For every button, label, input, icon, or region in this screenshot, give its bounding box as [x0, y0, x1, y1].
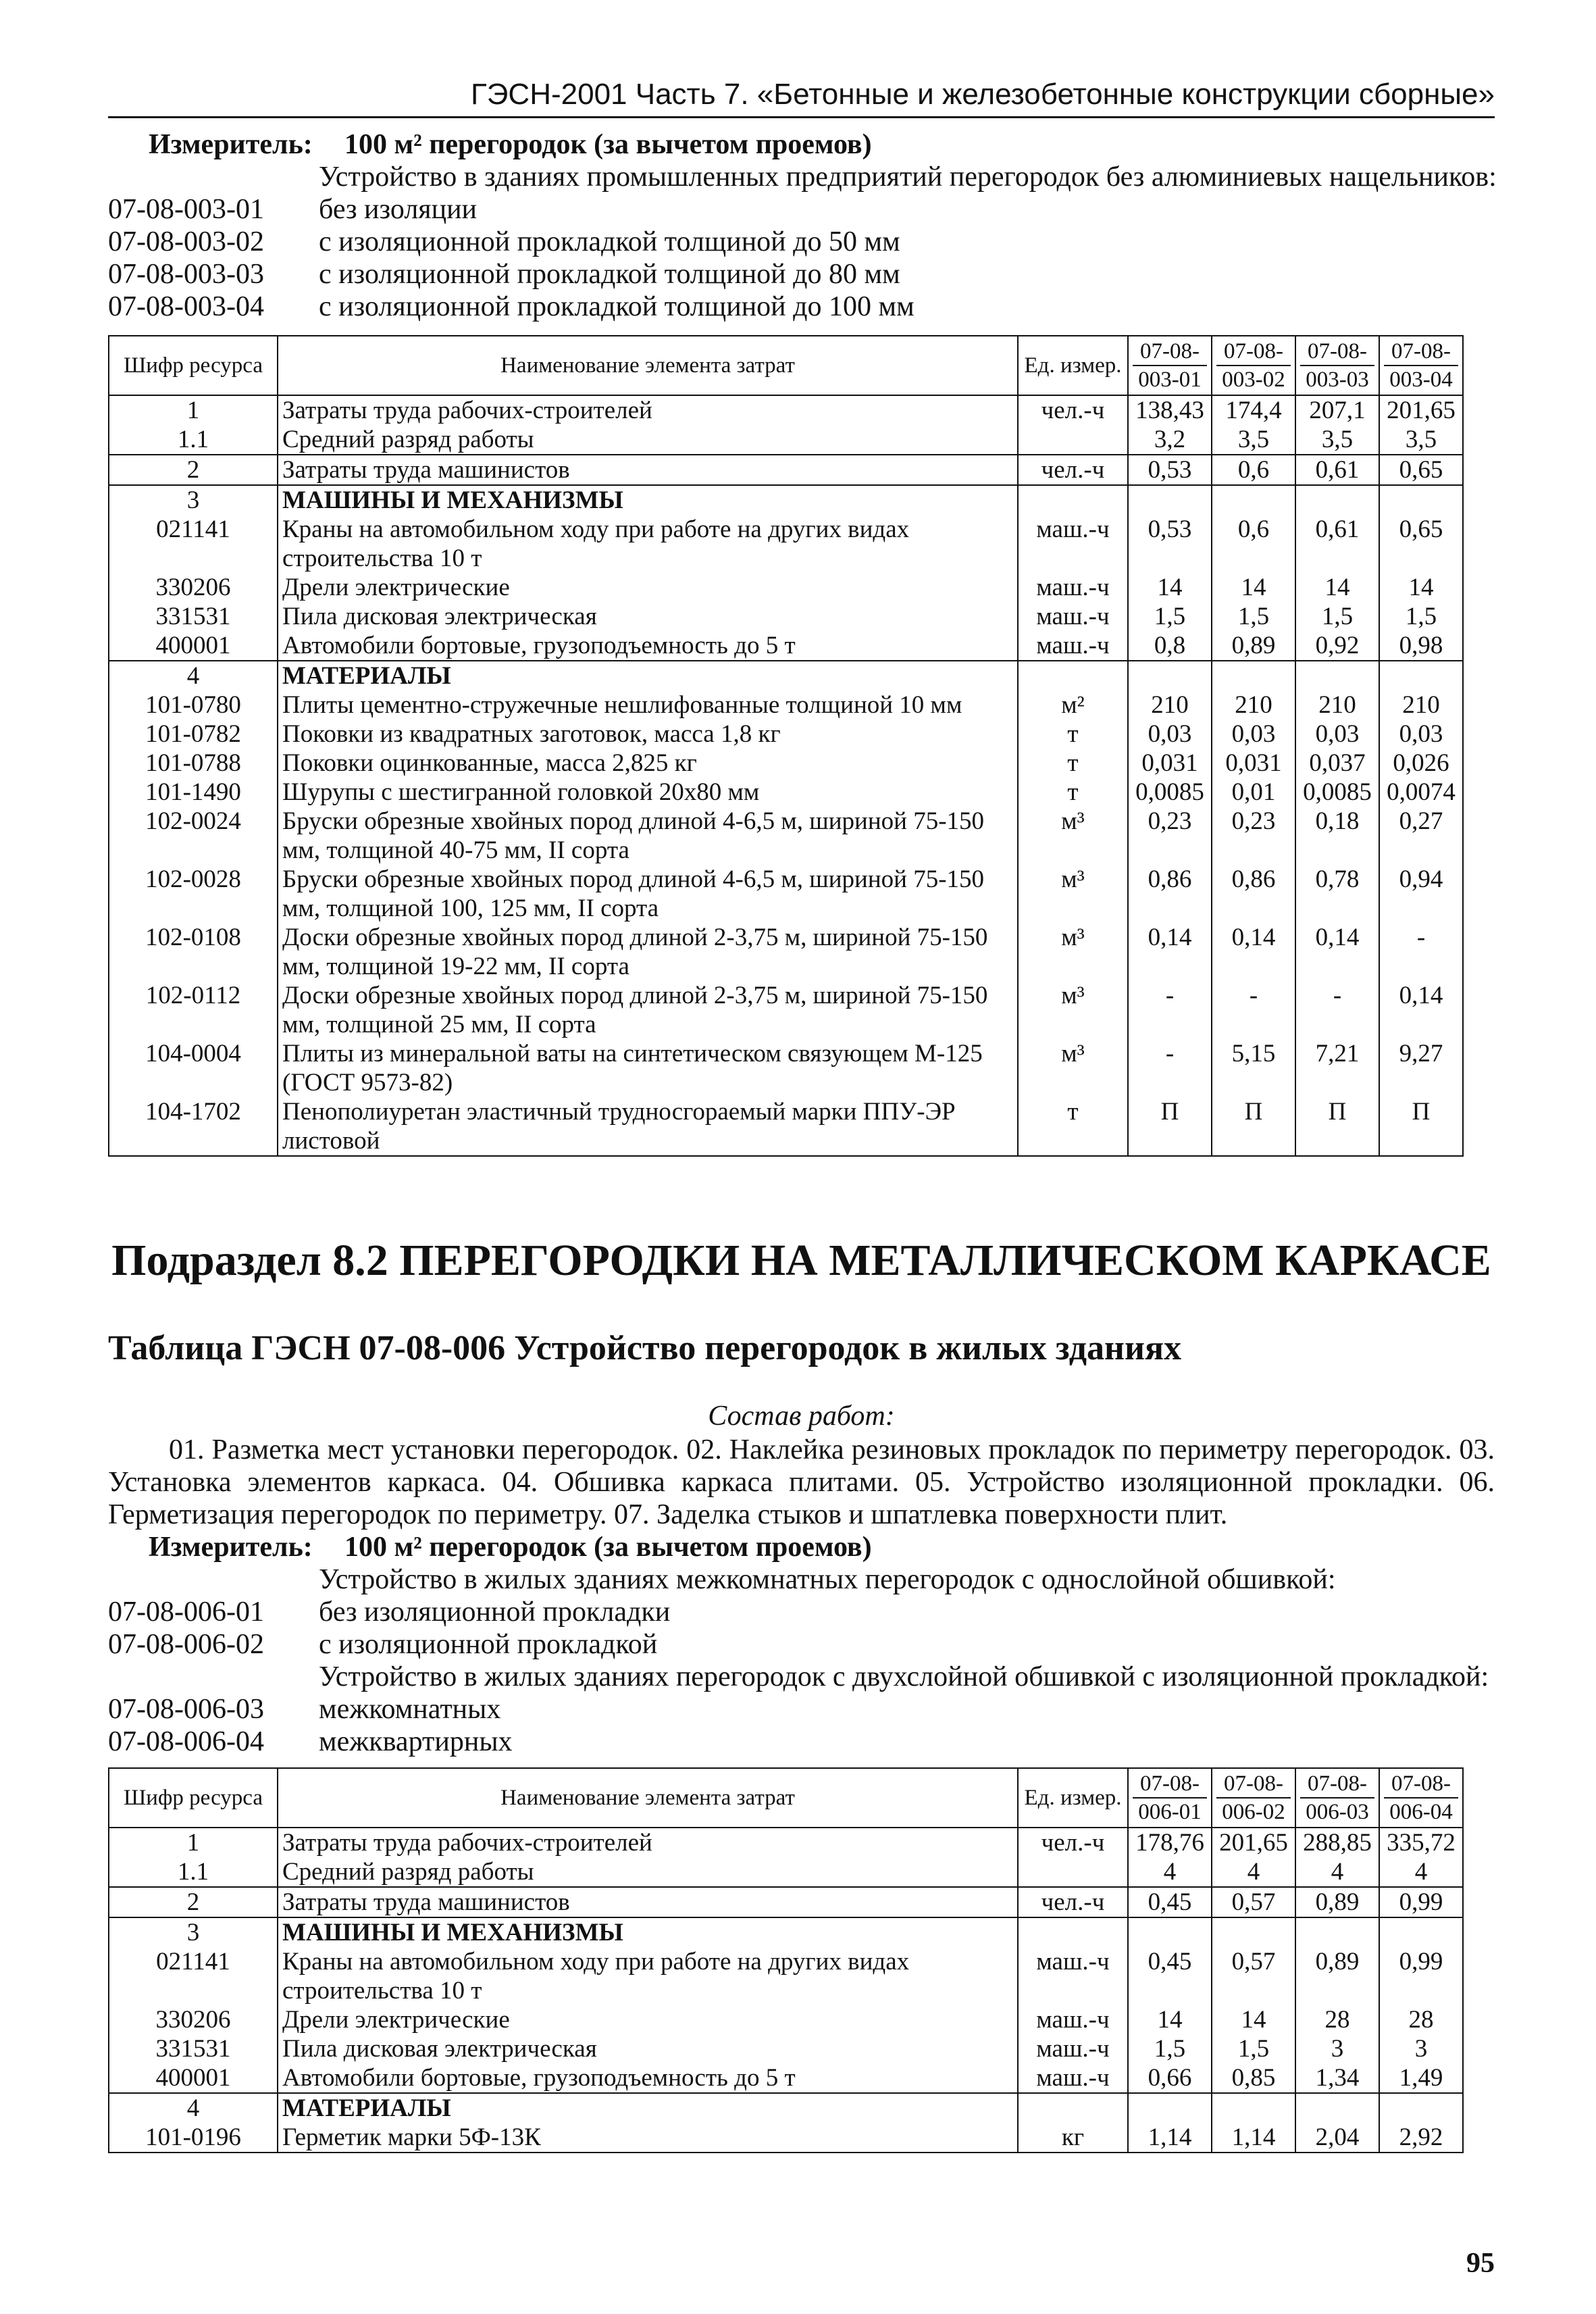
value-cell: 201,65: [1379, 395, 1463, 425]
value-cell: 0,65: [1379, 455, 1463, 485]
value-cell: 0,27: [1379, 807, 1463, 865]
cost-element-cell: Поковки из квадратных заготовок, масса 1,8 кг: [278, 720, 1018, 749]
unit-cell: [1018, 661, 1128, 690]
resource-code-cell: 4: [109, 2093, 278, 2123]
value-cell: 0,23: [1212, 807, 1295, 865]
variant-line: [108, 193, 1495, 226]
cost-element-cell: Автомобили бортовые, грузоподъемность до 5 т: [278, 631, 1018, 661]
value-cell: -: [1128, 981, 1212, 1039]
value-cell: 14: [1212, 2005, 1295, 2034]
header-norm-col: 07-08- 003-01: [1128, 336, 1212, 395]
value-cell: 1,14: [1128, 2123, 1212, 2153]
value-cell: 0,98: [1379, 631, 1463, 661]
header-cost-element: Наименование элемента затрат: [278, 336, 1018, 395]
unit-cell: маш.-ч: [1018, 515, 1128, 573]
value-cell: 0,86: [1212, 865, 1295, 923]
cost-element-cell: Автомобили бортовые, грузоподъемность до 5 т: [278, 2063, 1018, 2093]
table-row: [109, 923, 1463, 981]
value-cell: 3: [1379, 2034, 1463, 2063]
value-cell: 4: [1295, 1857, 1379, 1887]
value-cell: -: [1295, 981, 1379, 1039]
meter-text: 100 м² перегородок (за вычетом проемов): [344, 1532, 872, 1563]
value-cell: 210: [1212, 690, 1295, 720]
table-row: [109, 2034, 1463, 2063]
cost-element-cell: Бруски обрезные хвойных пород длиной 4-6,5 м, шириной 75-150 мм, толщиной 100, 125 мм, II сорта: [278, 865, 1018, 923]
value-cell: 1,14: [1212, 2123, 1295, 2153]
value-cell: 207,1: [1295, 395, 1379, 425]
value-cell: 0,026: [1379, 749, 1463, 778]
meter-line: [108, 128, 1495, 161]
unit-cell: т: [1018, 778, 1128, 807]
table-row: [109, 661, 1463, 690]
value-cell: [1295, 485, 1379, 515]
cost-element-cell: Плиты из минеральной ваты на синтетическом связующем М-125 (ГОСТ 9573-82): [278, 1039, 1018, 1097]
value-cell: 0,03: [1295, 720, 1379, 749]
table-row: [109, 1887, 1463, 1917]
value-cell: [1212, 2093, 1295, 2123]
value-cell: 0,99: [1379, 1947, 1463, 2005]
unit-cell: маш.-ч: [1018, 631, 1128, 661]
unit-cell: т: [1018, 749, 1128, 778]
header-norm-col: 07-08- 006-02: [1212, 1768, 1295, 1828]
value-cell: [1295, 1917, 1379, 1947]
value-cell: 0,23: [1128, 807, 1212, 865]
table-header-row: [109, 1768, 1463, 1828]
table-row: [109, 2093, 1463, 2123]
cost-element-cell: Доски обрезные хвойных пород длиной 2-3,75 м, шириной 75-150 мм, толщиной 25 мм, II сорта: [278, 981, 1018, 1039]
value-cell: 0,57: [1212, 1887, 1295, 1917]
subsection-title: Подраздел 8.2 ПЕРЕГОРОДКИ НА МЕТАЛЛИЧЕСКОМ КАРКАСЕ: [111, 1236, 1491, 1285]
table-row: [109, 807, 1463, 865]
value-cell: 0,031: [1128, 749, 1212, 778]
unit-cell: м³: [1018, 865, 1128, 923]
value-cell: 201,65: [1212, 1828, 1295, 1857]
variant-text: межквартирных: [319, 1726, 513, 1757]
value-cell: 0,65: [1379, 515, 1463, 573]
value-cell: 0,0085: [1128, 778, 1212, 807]
table-row: [109, 778, 1463, 807]
resource-code-cell: 101-1490: [109, 778, 278, 807]
table-row: [109, 720, 1463, 749]
value-cell: [1295, 2093, 1379, 2123]
header-unit: Ед. измер.: [1018, 336, 1128, 395]
value-cell: 14: [1295, 573, 1379, 602]
variant-code: 07-08-006-02: [108, 1629, 264, 1660]
unit-cell: маш.-ч: [1018, 2063, 1128, 2093]
header-resource-code: Шифр ресурса: [109, 336, 278, 395]
resource-code-cell: 1.1: [109, 425, 278, 455]
unit-cell: м³: [1018, 1039, 1128, 1097]
value-cell: 0,0074: [1379, 778, 1463, 807]
cost-element-cell: Средний разряд работы: [278, 425, 1018, 455]
table-row: [109, 749, 1463, 778]
value-cell: 0,66: [1128, 2063, 1212, 2093]
value-cell: [1379, 2093, 1463, 2123]
cost-element-cell: Затраты труда рабочих-строителей: [278, 395, 1018, 425]
cost-element-cell: МАТЕРИАЛЫ: [278, 2093, 1018, 2123]
cost-element-cell: МАШИНЫ И МЕХАНИЗМЫ: [278, 485, 1018, 515]
section-a-intro: [108, 128, 1495, 323]
table-row: [109, 981, 1463, 1039]
variant-code: 07-08-003-01: [108, 194, 264, 225]
meter-line: [108, 1531, 1495, 1563]
table-row: [109, 2005, 1463, 2034]
running-header: ГЭСН-2001 Часть 7. «Бетонные и железобетонные конструкции сборные»: [108, 76, 1495, 118]
value-cell: 5,15: [1212, 1039, 1295, 1097]
unit-cell: [1018, 2093, 1128, 2123]
value-cell: 335,72: [1379, 1828, 1463, 1857]
value-cell: 3,5: [1212, 425, 1295, 455]
resource-code-cell: 102-0108: [109, 923, 278, 981]
value-cell: -: [1212, 981, 1295, 1039]
variant-text: с изоляционной прокладкой толщиной до 80 мм: [319, 259, 900, 290]
resource-code-cell: 1: [109, 395, 278, 425]
resource-table-006: [108, 1767, 1464, 2153]
resource-code-cell: 4: [109, 661, 278, 690]
table-row: [109, 1857, 1463, 1887]
table-row: [109, 1828, 1463, 1857]
unit-cell: маш.-ч: [1018, 2005, 1128, 2034]
value-cell: 0,99: [1379, 1887, 1463, 1917]
value-cell: 138,43: [1128, 395, 1212, 425]
variant-group-heading: Устройство в зданиях промышленных предприятий перегородок без алюминиевых нащельников:: [319, 161, 1497, 193]
variant-text: без изоляционной прокладки: [319, 1596, 671, 1628]
value-cell: 0,037: [1295, 749, 1379, 778]
variant-text: без изоляции: [319, 194, 478, 225]
page-number: 95: [1466, 2248, 1495, 2279]
value-cell: 1,49: [1379, 2063, 1463, 2093]
variant-line: [108, 1628, 1495, 1661]
resource-code-cell: 331531: [109, 2034, 278, 2063]
table-row: [109, 1947, 1463, 2005]
cost-element-cell: Затраты труда машинистов: [278, 1887, 1018, 1917]
value-cell: 0,85: [1212, 2063, 1295, 2093]
value-cell: [1128, 1917, 1212, 1947]
table-row: [109, 2063, 1463, 2093]
value-cell: 2,92: [1379, 2123, 1463, 2153]
value-cell: 4: [1128, 1857, 1212, 1887]
resource-code-cell: 330206: [109, 573, 278, 602]
value-cell: 9,27: [1379, 1039, 1463, 1097]
value-cell: 4: [1212, 1857, 1295, 1887]
value-cell: 0,031: [1212, 749, 1295, 778]
unit-cell: [1018, 425, 1128, 455]
cost-element-cell: Бруски обрезные хвойных пород длиной 4-6,5 м, шириной 75-150 мм, толщиной 40-75 мм, II сорта: [278, 807, 1018, 865]
value-cell: 1,5: [1128, 2034, 1212, 2063]
resource-code-cell: 2: [109, 1887, 278, 1917]
value-cell: 0,03: [1212, 720, 1295, 749]
value-cell: [1295, 661, 1379, 690]
value-cell: 0,45: [1128, 1887, 1212, 1917]
value-cell: [1128, 485, 1212, 515]
variant-text: межкомнатных: [319, 1694, 501, 1725]
cost-element-cell: Плиты цементно-стружечные нешлифованные толщиной 10 мм: [278, 690, 1018, 720]
cost-element-cell: Пила дисковая электрическая: [278, 602, 1018, 631]
value-cell: 0,57: [1212, 1947, 1295, 2005]
value-cell: 0,14: [1379, 981, 1463, 1039]
resource-code-cell: 101-0196: [109, 2123, 278, 2153]
cost-element-cell: Поковки оцинкованные, масса 2,825 кг: [278, 749, 1018, 778]
header-norm-col: 07-08- 003-03: [1295, 336, 1379, 395]
value-cell: 288,85: [1295, 1828, 1379, 1857]
value-cell: 4: [1379, 1857, 1463, 1887]
value-cell: 0,53: [1128, 515, 1212, 573]
unit-cell: чел.-ч: [1018, 455, 1128, 485]
value-cell: -: [1128, 1039, 1212, 1097]
value-cell: 2,04: [1295, 2123, 1379, 2153]
table-title: Таблица ГЭСН 07-08-006 Устройство перегородок в жилых зданиях: [108, 1329, 1182, 1367]
value-cell: 210: [1128, 690, 1212, 720]
value-cell: [1128, 661, 1212, 690]
cost-element-cell: Дрели электрические: [278, 573, 1018, 602]
value-cell: [1212, 661, 1295, 690]
value-cell: 0,01: [1212, 778, 1295, 807]
unit-cell: кг: [1018, 2123, 1128, 2153]
resource-code-cell: 330206: [109, 2005, 278, 2034]
table-header-row: [109, 336, 1463, 395]
unit-cell: чел.-ч: [1018, 1828, 1128, 1857]
table-row: [109, 2123, 1463, 2153]
section-b-intro: [108, 1531, 1495, 1758]
value-cell: 0,03: [1379, 720, 1463, 749]
value-cell: 174,4: [1212, 395, 1295, 425]
variant-line: [108, 226, 1495, 258]
variant-line: [108, 1726, 1495, 1758]
value-cell: 0,89: [1295, 1887, 1379, 1917]
variant-text: с изоляционной прокладкой: [319, 1629, 658, 1660]
value-cell: [1379, 1917, 1463, 1947]
value-cell: 14: [1128, 2005, 1212, 2034]
resource-code-cell: 101-0782: [109, 720, 278, 749]
value-cell: 0,53: [1128, 455, 1212, 485]
table-row: [109, 1039, 1463, 1097]
header-resource-code: Шифр ресурса: [109, 1768, 278, 1828]
value-cell: 1,5: [1212, 2034, 1295, 2063]
value-cell: 28: [1295, 2005, 1379, 2034]
table-row: [109, 1097, 1463, 1156]
meter-label: Измеритель:: [149, 129, 313, 160]
value-cell: 210: [1379, 690, 1463, 720]
resource-table-003: [108, 335, 1464, 1157]
table-row: [109, 865, 1463, 923]
resource-code-cell: 1.1: [109, 1857, 278, 1887]
variant-code: 07-08-003-02: [108, 226, 264, 257]
header-unit: Ед. измер.: [1018, 1768, 1128, 1828]
unit-cell: маш.-ч: [1018, 573, 1128, 602]
value-cell: [1212, 1917, 1295, 1947]
value-cell: [1379, 661, 1463, 690]
resource-code-cell: 1: [109, 1828, 278, 1857]
variant-code: 07-08-003-03: [108, 259, 264, 290]
value-cell: 14: [1128, 573, 1212, 602]
table-row: [109, 395, 1463, 425]
value-cell: 0,86: [1128, 865, 1212, 923]
resource-code-cell: 101-0788: [109, 749, 278, 778]
table-row: [109, 573, 1463, 602]
table-row: [109, 631, 1463, 661]
unit-cell: [1018, 485, 1128, 515]
value-cell: 7,21: [1295, 1039, 1379, 1097]
resource-code-cell: 104-1702: [109, 1097, 278, 1156]
value-cell: 0,0085: [1295, 778, 1379, 807]
value-cell: 0,92: [1295, 631, 1379, 661]
unit-cell: маш.-ч: [1018, 602, 1128, 631]
value-cell: 1,34: [1295, 2063, 1379, 2093]
unit-cell: [1018, 1917, 1128, 1947]
header-norm-col: 07-08- 006-01: [1128, 1768, 1212, 1828]
unit-cell: т: [1018, 720, 1128, 749]
header-norm-col: 07-08- 006-03: [1295, 1768, 1379, 1828]
value-cell: 0,61: [1295, 515, 1379, 573]
value-cell: 1,5: [1212, 602, 1295, 631]
resource-code-cell: 400001: [109, 2063, 278, 2093]
table-row: [109, 690, 1463, 720]
cost-element-cell: Доски обрезные хвойных пород длиной 2-3,75 м, шириной 75-150 мм, толщиной 19-22 мм, II сорта: [278, 923, 1018, 981]
value-cell: 0,14: [1295, 923, 1379, 981]
value-cell: -: [1379, 923, 1463, 981]
cost-element-cell: Пила дисковая электрическая: [278, 2034, 1018, 2063]
value-cell: 0,14: [1212, 923, 1295, 981]
value-cell: П: [1379, 1097, 1463, 1156]
value-cell: 0,89: [1212, 631, 1295, 661]
unit-cell: маш.-ч: [1018, 2034, 1128, 2063]
resource-code-cell: 021141: [109, 1947, 278, 2005]
value-cell: [1212, 485, 1295, 515]
table-row: [109, 1917, 1463, 1947]
unit-cell: чел.-ч: [1018, 1887, 1128, 1917]
table-row: [109, 602, 1463, 631]
header-norm-col: 07-08- 003-04: [1379, 336, 1463, 395]
header-norm-col: 07-08- 003-02: [1212, 336, 1295, 395]
value-cell: 0,14: [1128, 923, 1212, 981]
unit-cell: [1018, 1857, 1128, 1887]
cost-element-cell: Краны на автомобильном ходу при работе на других видах строительства 10 т: [278, 1947, 1018, 2005]
resource-code-cell: 021141: [109, 515, 278, 573]
variant-code: 07-08-003-04: [108, 291, 264, 322]
value-cell: 0,89: [1295, 1947, 1379, 2005]
resource-code-cell: 2: [109, 455, 278, 485]
value-cell: 3,5: [1379, 425, 1463, 455]
value-cell: 3: [1295, 2034, 1379, 2063]
table-row: [109, 425, 1463, 455]
variant-code: 07-08-006-04: [108, 1726, 264, 1757]
value-cell: П: [1295, 1097, 1379, 1156]
value-cell: 0,45: [1128, 1947, 1212, 2005]
unit-cell: м³: [1018, 923, 1128, 981]
value-cell: 0,78: [1295, 865, 1379, 923]
unit-cell: чел.-ч: [1018, 395, 1128, 425]
header-cost-element: Наименование элемента затрат: [278, 1768, 1018, 1828]
variant-group-heading: Устройство в жилых зданиях перегородок с двухслойной обшивкой с изоляционной прокладкой:: [319, 1661, 1489, 1692]
cost-element-cell: Средний разряд работы: [278, 1857, 1018, 1887]
cost-element-cell: Затраты труда рабочих-строителей: [278, 1828, 1018, 1857]
unit-cell: м²: [1018, 690, 1128, 720]
value-cell: 210: [1295, 690, 1379, 720]
table-row: [109, 455, 1463, 485]
resource-code-cell: 400001: [109, 631, 278, 661]
unit-cell: м³: [1018, 981, 1128, 1039]
variant-line: [108, 1693, 1495, 1726]
cost-element-cell: МАТЕРИАЛЫ: [278, 661, 1018, 690]
value-cell: П: [1128, 1097, 1212, 1156]
meter-text: 100 м² перегородок (за вычетом проемов): [344, 129, 872, 160]
variant-text: с изоляционной прокладкой толщиной до 100 мм: [319, 291, 915, 322]
value-cell: 3,5: [1295, 425, 1379, 455]
variant-code: 07-08-006-01: [108, 1596, 264, 1628]
variant-line: [108, 258, 1495, 291]
work-composition-title: Состав работ:: [708, 1401, 895, 1432]
table-row: [109, 485, 1463, 515]
value-cell: [1379, 485, 1463, 515]
meter-label: Измеритель:: [149, 1532, 313, 1563]
value-cell: 3,2: [1128, 425, 1212, 455]
cost-element-cell: Пенополиуретан эластичный трудносгораемый марки ППУ-ЭР листовой: [278, 1097, 1018, 1156]
value-cell: 1,5: [1128, 602, 1212, 631]
variant-text: с изоляционной прокладкой толщиной до 50 мм: [319, 226, 900, 257]
resource-code-cell: 101-0780: [109, 690, 278, 720]
variant-group-heading: Устройство в жилых зданиях межкомнатных перегородок с однослойной обшивкой:: [319, 1564, 1336, 1595]
value-cell: 14: [1379, 573, 1463, 602]
value-cell: 0,61: [1295, 455, 1379, 485]
unit-cell: т: [1018, 1097, 1128, 1156]
resource-code-cell: 104-0004: [109, 1039, 278, 1097]
unit-cell: маш.-ч: [1018, 1947, 1128, 2005]
cost-element-cell: Шурупы с шестигранной головкой 20х80 мм: [278, 778, 1018, 807]
value-cell: [1128, 2093, 1212, 2123]
resource-code-cell: 331531: [109, 602, 278, 631]
value-cell: 28: [1379, 2005, 1463, 2034]
cost-element-cell: Краны на автомобильном ходу при работе на других видах строительства 10 т: [278, 515, 1018, 573]
value-cell: 0,6: [1212, 455, 1295, 485]
value-cell: П: [1212, 1097, 1295, 1156]
resource-code-cell: 3: [109, 1917, 278, 1947]
value-cell: 1,5: [1295, 602, 1379, 631]
variant-line: [108, 1596, 1495, 1628]
value-cell: 1,5: [1379, 602, 1463, 631]
cost-element-cell: Затраты труда машинистов: [278, 455, 1018, 485]
cost-element-cell: Герметик марки 5Ф-13К: [278, 2123, 1018, 2153]
resource-code-cell: 3: [109, 485, 278, 515]
cost-element-cell: Дрели электрические: [278, 2005, 1018, 2034]
value-cell: 0,94: [1379, 865, 1463, 923]
resource-code-cell: 102-0028: [109, 865, 278, 923]
work-composition-text: 01. Разметка мест установки перегородок. 02. Наклейка резиновых прокладок по периметру перегородок. 03. Установка элементов каркаса. 04. Обшивка каркаса плитами. 05. Устройство изоляционной прокладки. 06. Герметизация перегородок по периметру. 07. Заделка стыков и шпатлевка поверхности плит.: [108, 1434, 1495, 1530]
variant-code: 07-08-006-03: [108, 1694, 264, 1725]
resource-code-cell: 102-0024: [109, 807, 278, 865]
variant-line: [108, 291, 1495, 323]
unit-cell: м³: [1018, 807, 1128, 865]
value-cell: 178,76: [1128, 1828, 1212, 1857]
value-cell: 0,18: [1295, 807, 1379, 865]
header-norm-col: 07-08- 006-04: [1379, 1768, 1463, 1828]
table-row: [109, 515, 1463, 573]
value-cell: 0,03: [1128, 720, 1212, 749]
cost-element-cell: МАШИНЫ И МЕХАНИЗМЫ: [278, 1917, 1018, 1947]
value-cell: 14: [1212, 573, 1295, 602]
value-cell: 0,6: [1212, 515, 1295, 573]
resource-code-cell: 102-0112: [109, 981, 278, 1039]
value-cell: 0,8: [1128, 631, 1212, 661]
